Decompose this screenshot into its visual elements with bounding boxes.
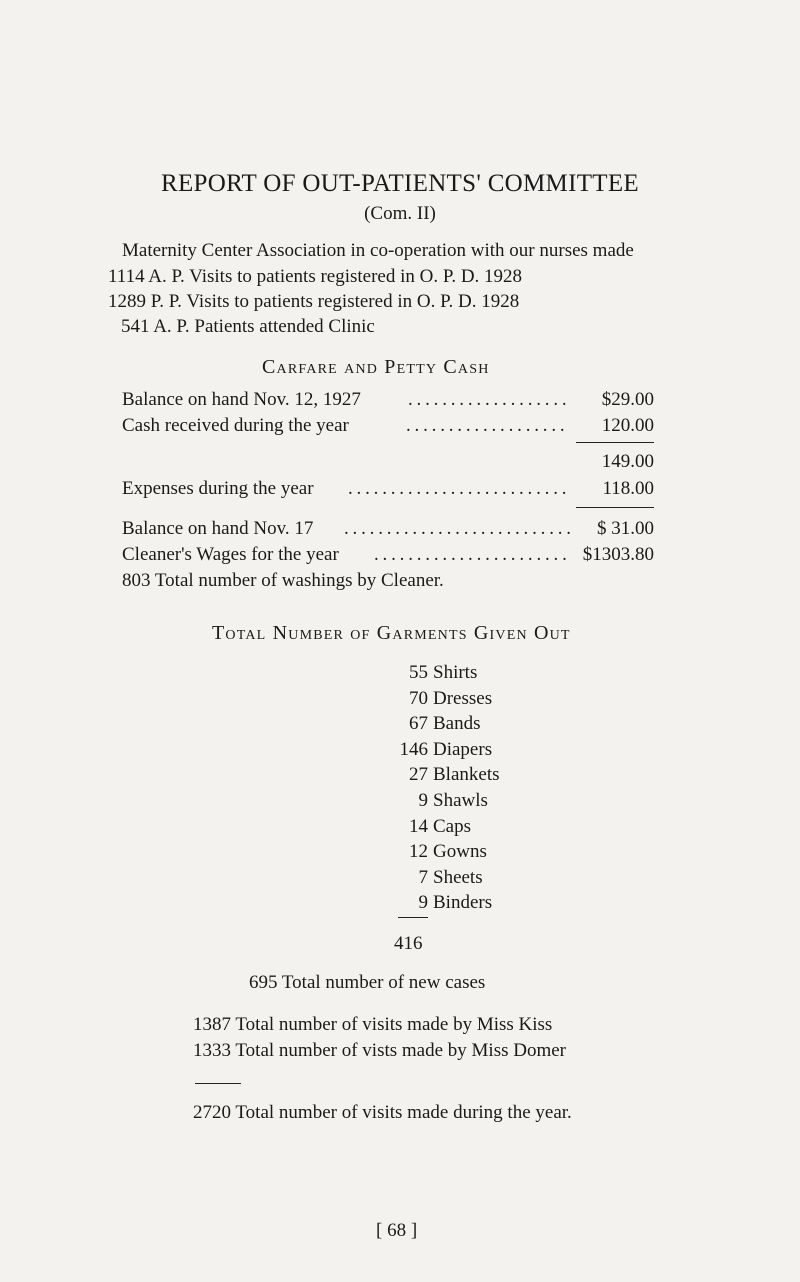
visits-total-rule [195, 1083, 241, 1084]
row-value: $1303.80 [582, 544, 654, 565]
dot-leader: ................... [406, 415, 569, 436]
carfare-heading: Carfare and Petty Cash [262, 356, 490, 378]
row-value: 118.00 [602, 478, 654, 499]
list-item: 9 Binders [418, 892, 493, 914]
carfare-row-subtotal [122, 449, 654, 475]
intro-line-3: 1289 P. P. Visits to patients registered in O. P. D. 1928 [108, 291, 520, 312]
garments-list [394, 660, 504, 916]
list-item: 70 Dresses [409, 687, 493, 709]
row-label: Cleaner's Wages for the year [122, 544, 339, 565]
dot-leader: .......................... [348, 478, 571, 499]
page-number: [ 68 ] [376, 1220, 418, 1241]
list-item: 7 Sheets [418, 866, 483, 888]
carfare-row-cleaner-wages [122, 542, 654, 568]
intro-line-4: 541 A. P. Patients attended Clinic [121, 316, 375, 337]
row-value: 149.00 [601, 451, 654, 472]
list-item: 12 Gowns [409, 841, 487, 863]
list-item: 14 Caps [409, 815, 471, 837]
page-title: REPORT OF OUT-PATIENTS' COMMITTEE [160, 170, 639, 197]
garments-total-rule [398, 917, 428, 918]
row-label: Cash received during the year [122, 415, 349, 436]
row-label: Balance on hand Nov. 17 [122, 518, 314, 539]
dot-leader: ................... [408, 389, 571, 410]
dot-leader: ....................... [374, 544, 571, 565]
carfare-row-cash-received [122, 413, 654, 439]
sum-rule [576, 507, 654, 508]
row-value: 120.00 [601, 415, 654, 436]
list-item: 9 Shawls [418, 789, 488, 811]
sum-rule [576, 442, 654, 443]
visits-domer-line: 1333 Total number of vists made by Miss Domer [193, 1040, 567, 1061]
list-item: 55 Shirts [409, 662, 478, 683]
new-cases-line: 695 Total number of new cases [249, 972, 486, 993]
row-value: $ 31.00 [597, 518, 654, 539]
row-label: Balance on hand Nov. 12, 1927 [122, 389, 361, 410]
page-subtitle: (Com. II) [364, 203, 436, 224]
carfare-row-expenses [122, 476, 654, 502]
garments-total: 416 [394, 933, 423, 954]
list-item: 67 Bands [409, 713, 481, 735]
washings-line: 803 Total number of washings by Cleaner. [122, 570, 444, 591]
visits-kiss-line: 1387 Total number of visits made by Miss Kiss [193, 1014, 553, 1035]
intro-line-2: 1114 A. P. Visits to patients registered in O. P. D. 1928 [108, 266, 523, 287]
dot-leader: ........................... [344, 518, 575, 539]
row-label: Expenses during the year [122, 478, 314, 499]
row-value: $29.00 [601, 389, 654, 410]
visits-total-line: 2720 Total number of visits made during the year. [193, 1102, 572, 1123]
list-item: 27 Blankets [409, 764, 500, 786]
garments-heading: Total Number of Garments Given Out [212, 622, 571, 644]
carfare-row-balance-start [122, 387, 654, 413]
intro-line-1: Maternity Center Association in co-operation with our nurses made [122, 240, 634, 261]
carfare-row-balance-end [122, 516, 654, 542]
list-item: 146 Diapers [399, 738, 493, 760]
